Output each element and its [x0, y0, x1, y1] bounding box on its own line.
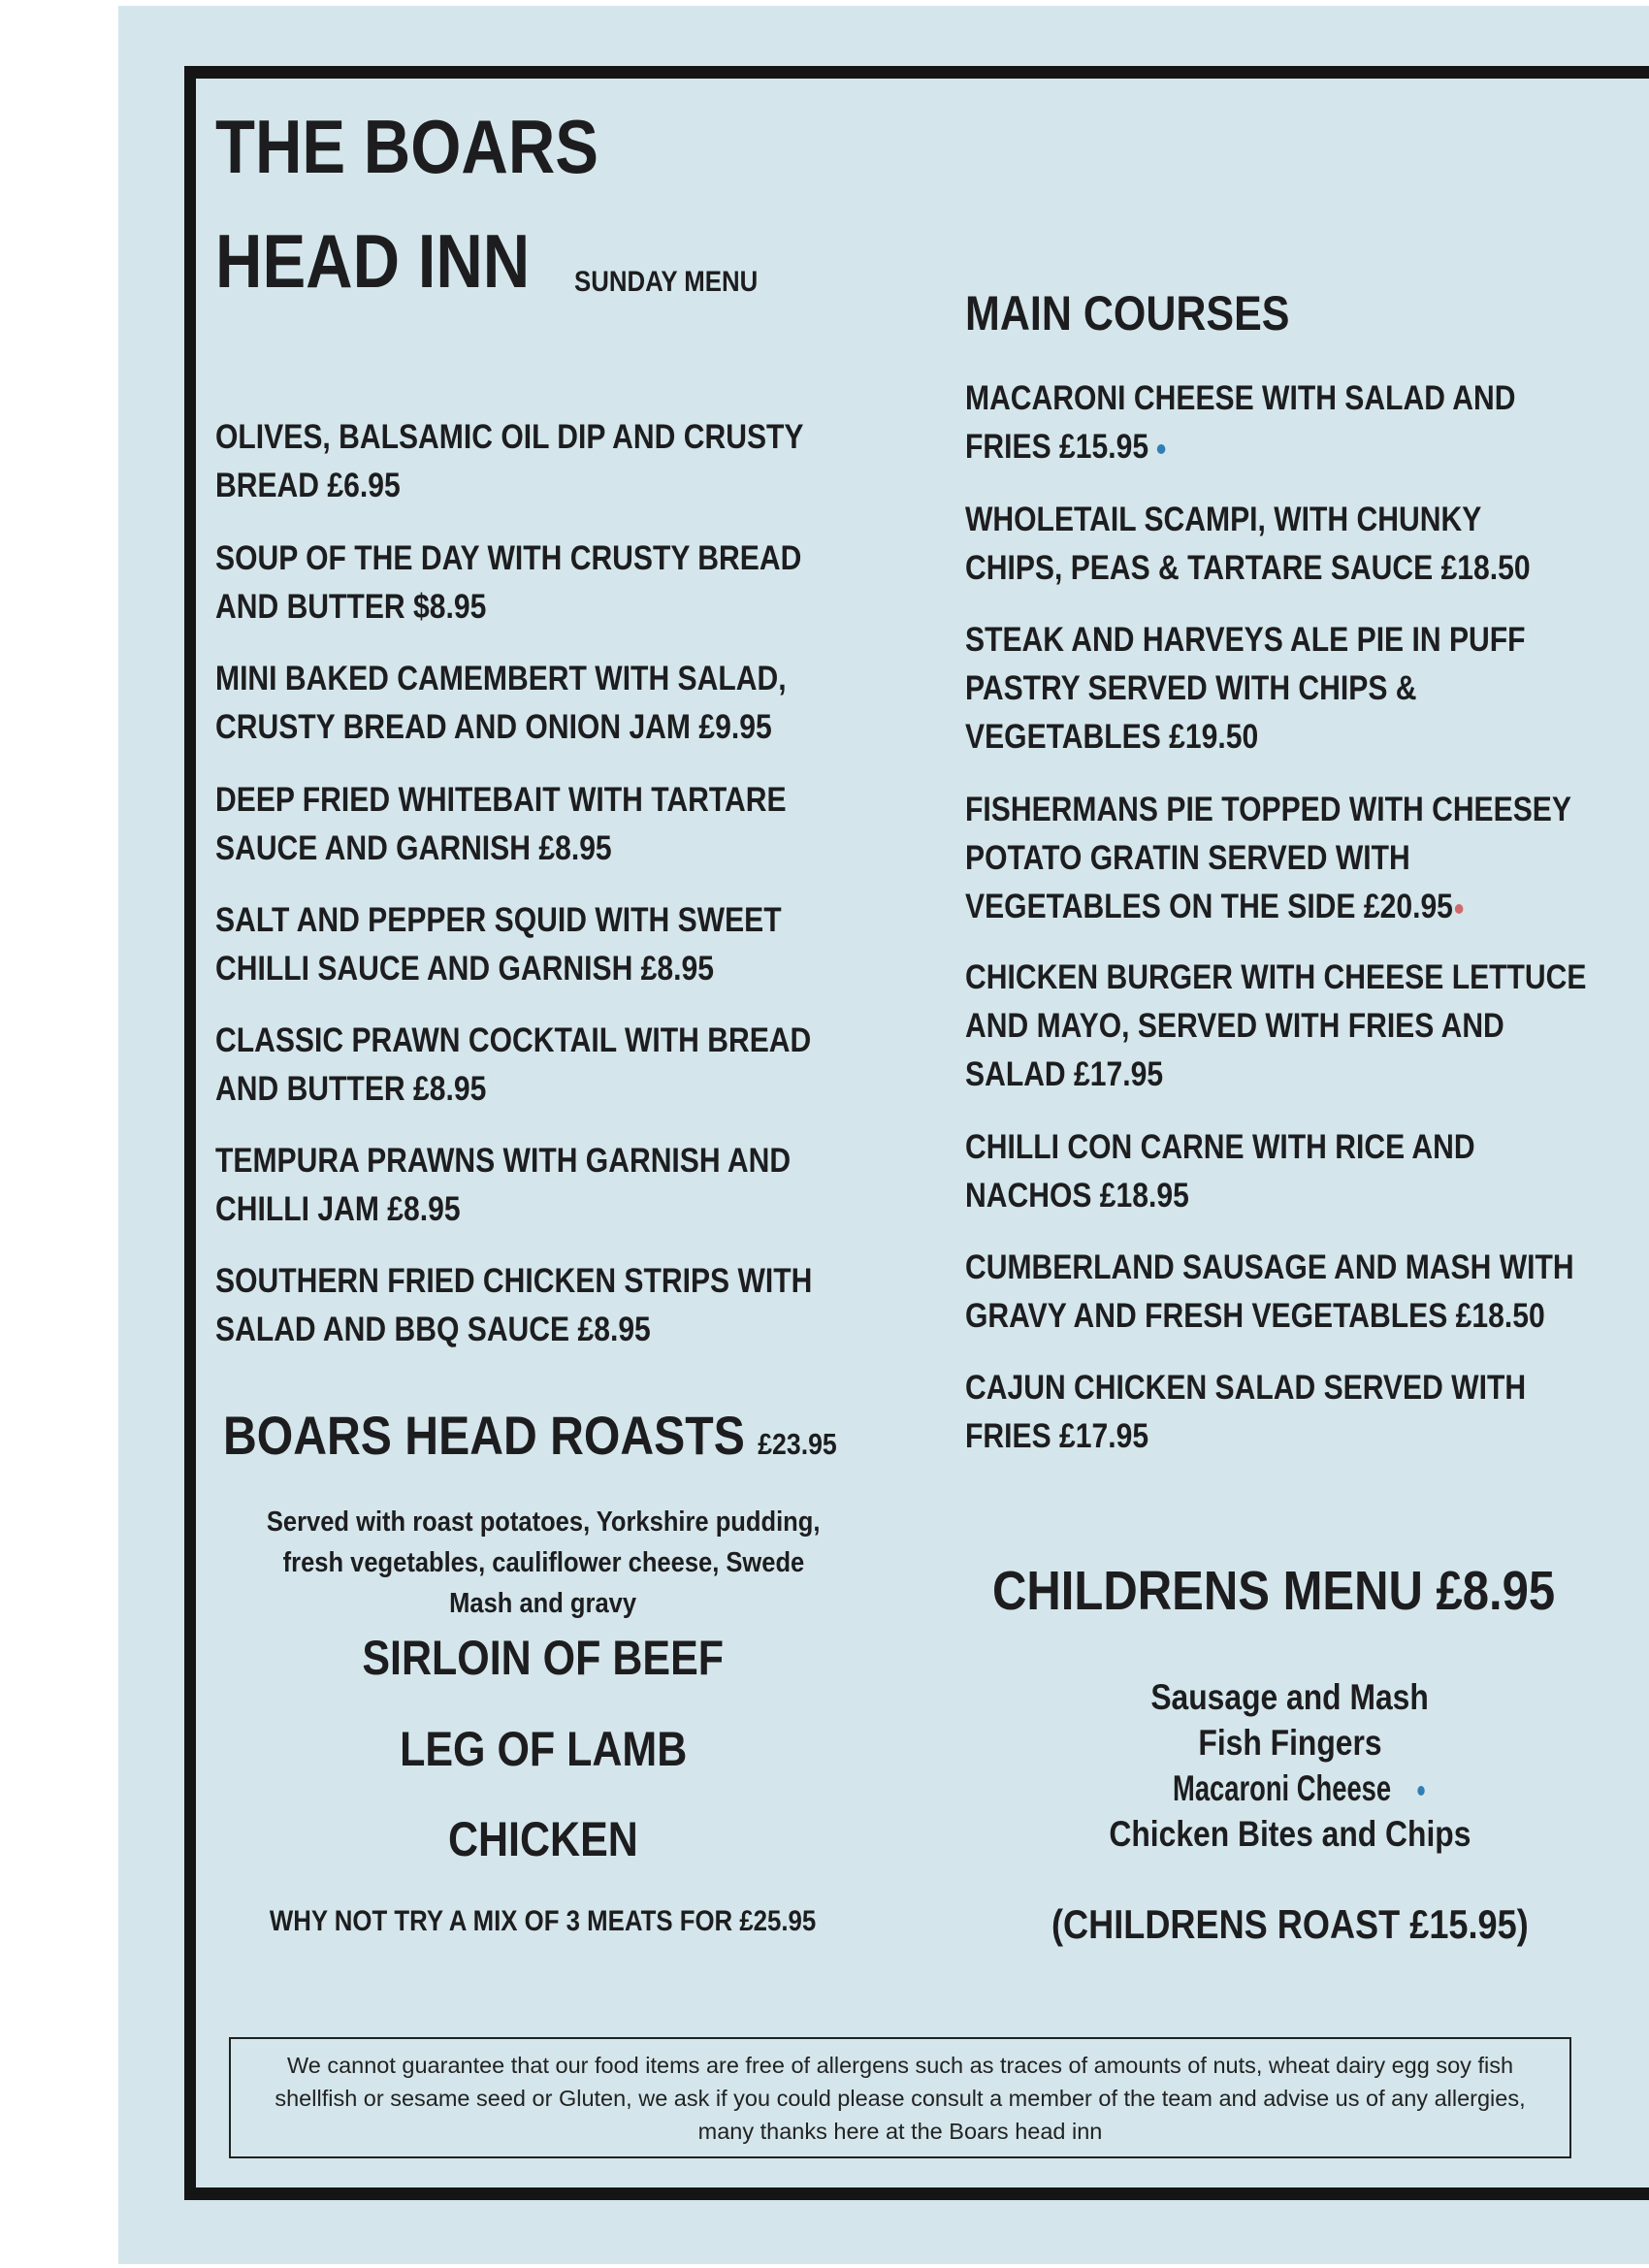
starter-item: SOUP OF THE DAY WITH CRUSTY BREAD AND BUTTER $8.95 — [215, 539, 802, 626]
childrens-menu-item: Macaroni Cheese — [1028, 1766, 1552, 1811]
main-course-item: CHICKEN BURGER WITH CHEESE LETTUCE AND MAYO, SERVED WITH FRIES AND SALAD £17.95 — [965, 958, 1587, 1093]
main-course-item: CHILLI CON CARNE WITH RICE AND NACHOS £18.95 — [965, 1128, 1475, 1215]
roasts-price: £23.95 — [758, 1427, 837, 1461]
roast-meat-chicken: CHICKEN — [448, 1812, 638, 1866]
main-course-item: CUMBERLAND SAUSAGE AND MASH WITH GRAVY AND FRESH VEGETABLES £18.50 — [965, 1248, 1574, 1335]
starter-item: MINI BAKED CAMEMBERT WITH SALAD, CRUSTY BREAD AND ONION JAM £9.95 — [215, 660, 787, 746]
starter-item: OLIVES, BALSAMIC OIL DIP AND CRUSTY BREAD £6.95 — [215, 418, 804, 504]
main-course-item: MACARONI CHEESE WITH SALAD AND FRIES £15.95 — [965, 379, 1516, 466]
main-course-item: WHOLETAIL SCAMPI, WITH CHUNKY CHIPS, PEAS & TARTARE SAUCE £18.50 — [965, 501, 1531, 587]
main-courses-heading: MAIN COURSES — [965, 286, 1290, 340]
main-course-item: CAJUN CHICKEN SALAD SERVED WITH FRIES £17.95 — [965, 1369, 1527, 1455]
starter-item: SALT AND PEPPER SQUID WITH SWEET CHILLI SAUCE AND GARNISH £8.95 — [215, 901, 782, 988]
mix-meats-offer: WHY NOT TRY A MIX OF 3 MEATS FOR £25.95 — [270, 1905, 817, 1937]
childrens-roast: (CHILDRENS ROAST £15.95) — [1051, 1901, 1529, 1947]
childrens-menu-list — [1028, 1674, 1552, 1857]
vegetarian-dot-icon — [1157, 444, 1166, 454]
menu-subtitle: SUNDAY MENU — [574, 266, 759, 298]
fish-dot-icon — [1455, 904, 1464, 914]
roast-meat-beef: SIRLOIN OF BEEF — [362, 1631, 725, 1685]
starter-item: TEMPURA PRAWNS WITH GARNISH AND CHILLI JAM £8.95 — [215, 1142, 792, 1228]
roast-meat-lamb: LEG OF LAMB — [399, 1722, 688, 1776]
title-line-2: HEAD INN — [215, 218, 531, 304]
main-course-item: FISHERMANS PIE TOPPED WITH CHEESEY POTATO GRATIN SERVED WITH VEGETABLES ON THE SIDE £20.95 — [965, 791, 1571, 925]
childrens-menu-heading: CHILDRENS MENU £8.95 — [992, 1560, 1556, 1622]
starter-item: SOUTHERN FRIED CHICKEN STRIPS WITH SALAD AND BBQ SAUCE £8.95 — [215, 1262, 813, 1348]
childrens-menu-item: Fish Fingers — [1198, 1723, 1382, 1763]
roasts-heading: BOARS HEAD ROASTS £23.95 — [223, 1405, 837, 1466]
title-line-1: THE BOARS — [215, 104, 599, 189]
starter-item: CLASSIC PRAWN COCKTAIL WITH BREAD AND BUTTER £8.95 — [215, 1021, 812, 1108]
vegetarian-dot-icon — [1417, 1786, 1424, 1796]
childrens-menu-item: Chicken Bites and Chips — [1109, 1814, 1471, 1854]
starter-item: DEEP FRIED WHITEBAIT WITH TARTARE SAUCE AND GARNISH £8.95 — [215, 781, 787, 867]
allergen-notice: We cannot guarantee that our food items are free of allergens such as traces of amounts of nuts, wheat dairy egg soy fish shellfish or sesame seed or Gluten, we ask if you could please consult a member of the team and advise us of any allergies, many thanks here at the Boars head inn — [229, 2037, 1571, 2158]
main-course-item: STEAK AND HARVEYS ALE PIE IN PUFF PASTRY SERVED WITH CHIPS & VEGETABLES £19.50 — [965, 621, 1526, 756]
childrens-menu-item: Sausage and Mash — [1150, 1677, 1430, 1717]
roasts-description: Served with roast potatoes, Yorkshire pudding, fresh vegetables, cauliflower cheese, Swede Mash and gravy — [266, 1507, 821, 1619]
